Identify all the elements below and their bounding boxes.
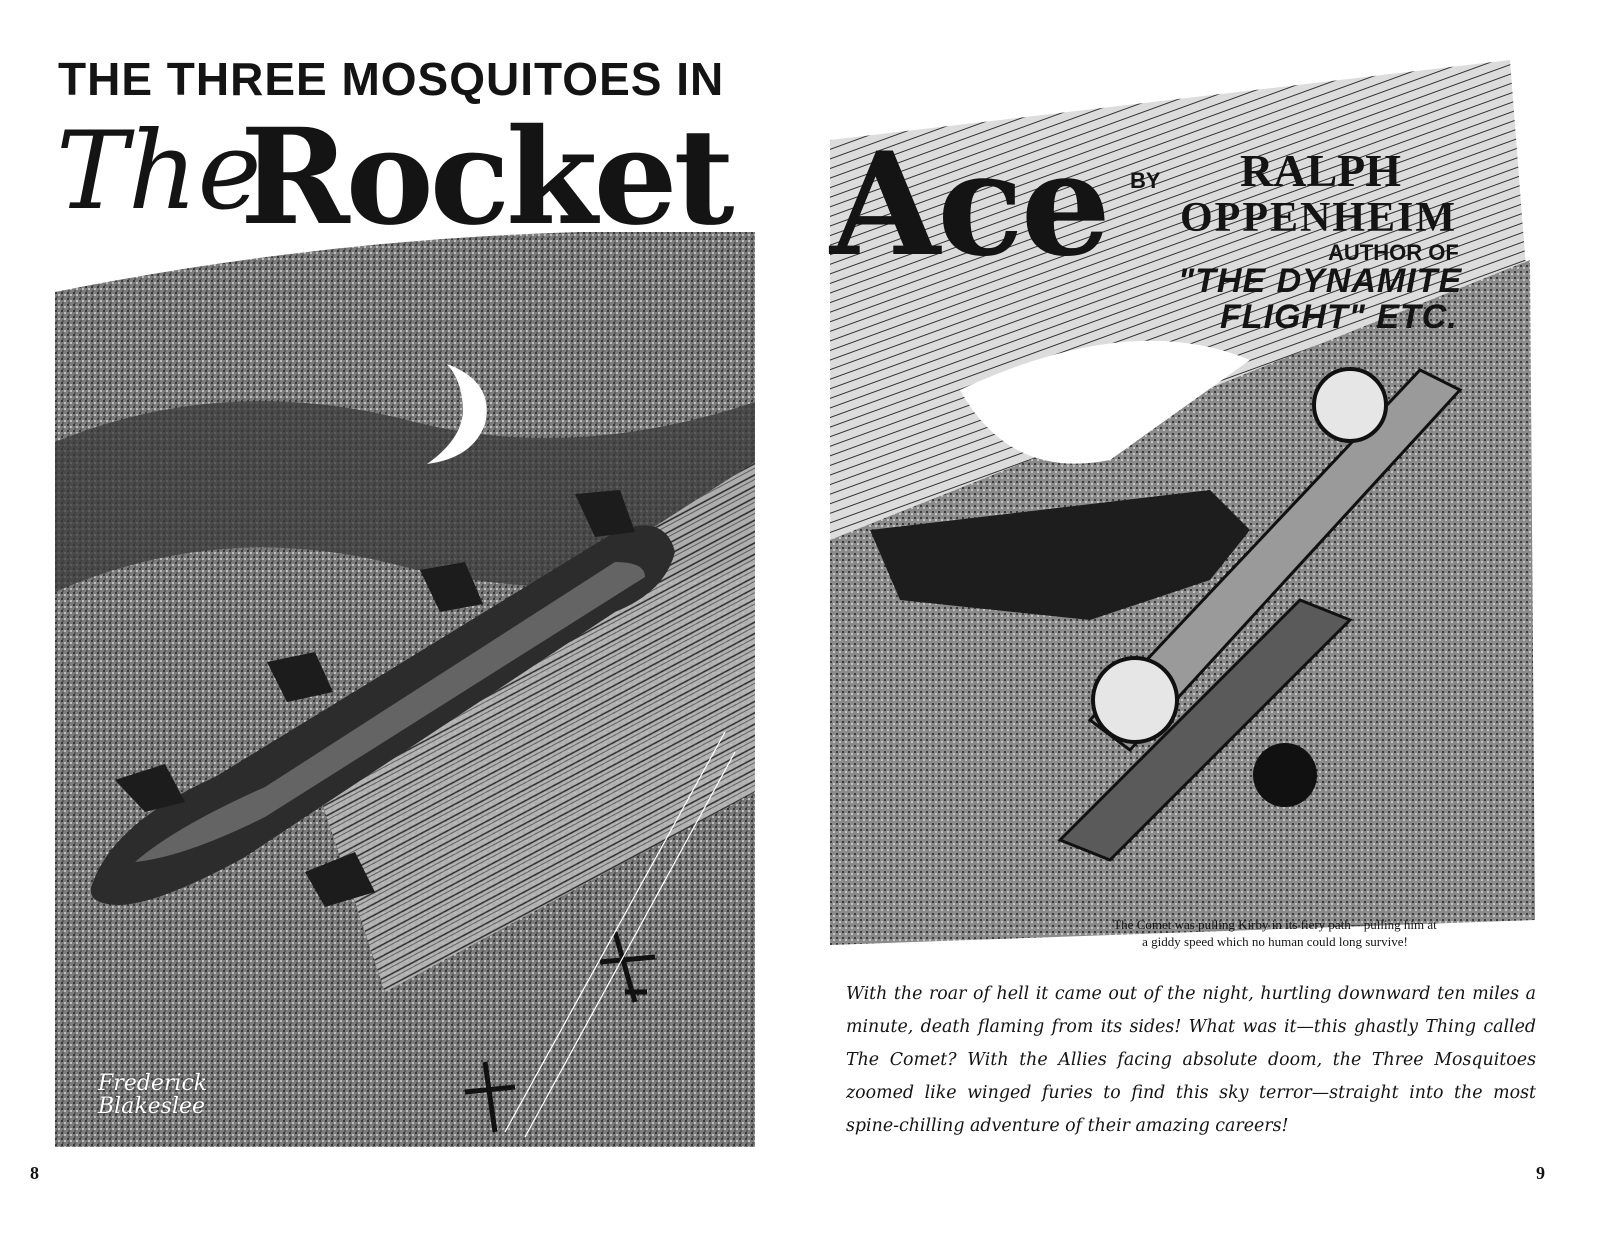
caption-line2: a giddy speed which no human could long survive! bbox=[1142, 934, 1408, 949]
signature-first-name: Frederick bbox=[98, 1071, 208, 1096]
caption-line1: The Comet was pulling Kirby in its fiery path—pulling him at bbox=[1113, 917, 1437, 932]
illustration-caption bbox=[1020, 916, 1530, 950]
story-kicker: THE THREE MOSQUITOES IN bbox=[58, 53, 725, 105]
right-page bbox=[800, 0, 1600, 1257]
author-last-name: OPPENHEIM bbox=[1180, 195, 1457, 241]
landing-wheel bbox=[1253, 743, 1317, 807]
page-number-left: 8 bbox=[30, 1163, 39, 1183]
rocket-illustration bbox=[55, 232, 755, 1147]
title-word-rocket: Rocket bbox=[240, 100, 731, 255]
artist-signature bbox=[98, 1072, 207, 1118]
page-number-right: 9 bbox=[1536, 1163, 1545, 1183]
story-intro-blurb: With the roar of hell it came out of the night, hurtling downward ten miles a minute, death flaming from its sides! What was it—this ghastly Thing called The Comet? With the Allies facing absolute doom, the Three Mosquitoes zoomed like winged furies to find this sky terror—straight into the most spine-chilling adventure of their amazing careers! bbox=[846, 984, 1536, 1136]
previous-work-line1: "THE DYNAMITE bbox=[1178, 262, 1463, 300]
byline-by: BY bbox=[1130, 168, 1161, 193]
previous-work-line2: FLIGHT" ETC. bbox=[1220, 298, 1458, 336]
title-script-the: The bbox=[56, 109, 262, 234]
wing-roundel-icon bbox=[1314, 369, 1386, 441]
signature-last-name: Blakeslee bbox=[98, 1094, 206, 1120]
title-word-ace: Ace bbox=[830, 122, 1108, 288]
author-of-label: AUTHOR OF bbox=[1328, 240, 1459, 265]
author-first-name: RALPH bbox=[1240, 145, 1401, 196]
wing-roundel-icon-lower bbox=[1093, 658, 1177, 742]
